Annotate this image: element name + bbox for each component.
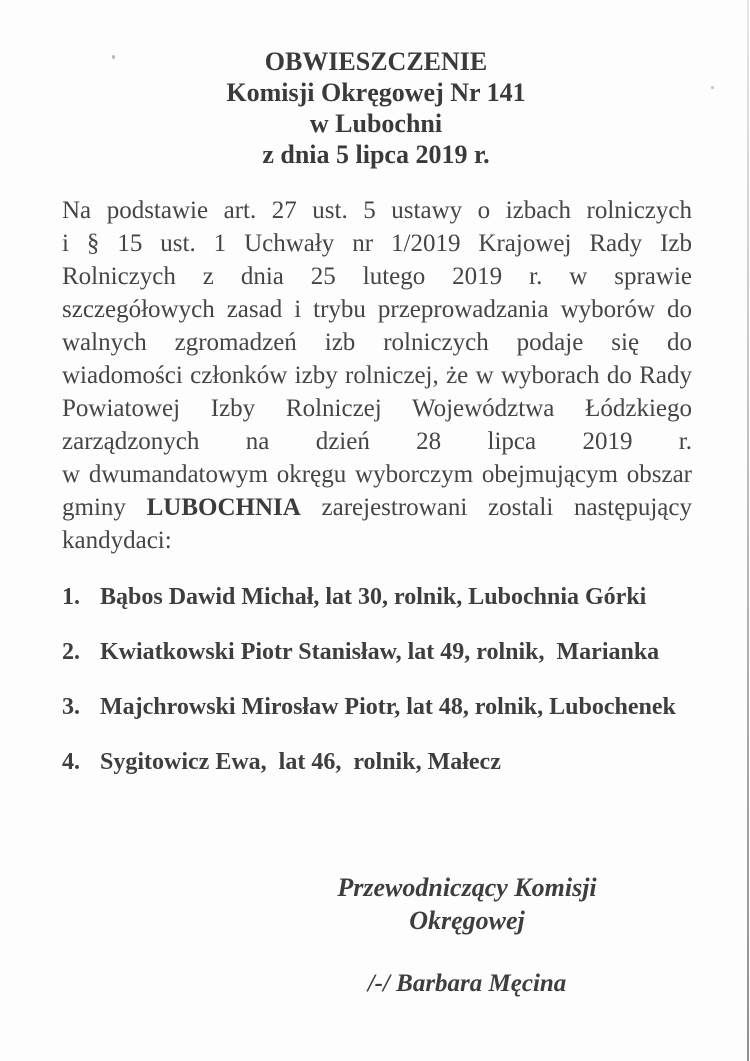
candidate-number: 3. <box>62 694 80 720</box>
candidate-number: 2. <box>62 639 80 665</box>
candidate-item <box>62 581 710 614</box>
candidate-item <box>62 636 710 669</box>
paragraph-line: walnych zgromadzeń izb rolniczych podaje się do <box>62 329 692 356</box>
title-line-commission: Komisji Okręgowej Nr 141 <box>226 78 526 107</box>
candidates-list <box>62 581 710 779</box>
candidate-item <box>62 746 710 779</box>
candidate-text: Bąbos Dawid Michał, lat 30, rolnik, Lubochnia Górki <box>100 584 647 610</box>
signature-block <box>281 871 653 1000</box>
candidate-item <box>62 691 710 724</box>
candidate-text: Sygitowicz Ewa, lat 46, rolnik, Małecz <box>100 749 501 775</box>
paragraph-line: Na podstawie art. 27 ust. 5 ustawy o izbach rolniczych <box>62 197 692 224</box>
paragraph-line: i § 15 ust. 1 Uchwały nr 1/2019 Krajowej Rady Izb <box>62 230 692 257</box>
signature-name: /-/ Barbara Męcina <box>367 970 567 997</box>
scan-edge-artifact <box>747 0 749 1061</box>
gmina-line-prefix: gminy <box>62 494 147 521</box>
candidate-text: Majchrowski Mirosław Piotr, lat 48, rolnik, Lubochenek <box>100 694 676 720</box>
paragraph-line: Rolniczych z dnia 25 lutego 2019 r. w sprawie <box>62 263 692 290</box>
signature-role: Przewodniczący Komisji Okręgowej <box>337 873 597 935</box>
scan-speck <box>711 86 714 89</box>
candidate-number: 4. <box>62 749 80 775</box>
gmina-name-emphasis: LUBOCHNIA <box>146 494 301 521</box>
title-line-announcement: OBWIESZCZENIE <box>264 47 488 76</box>
candidate-text: Kwiatkowski Piotr Stanisław, lat 49, rolnik, Marianka <box>100 639 660 665</box>
scan-speck <box>112 55 115 59</box>
title-line-date: z dnia 5 lipca 2019 r. <box>262 140 490 169</box>
document-title-block <box>62 46 690 170</box>
paragraph-line: wiadomości członków izby rolniczej, że w wyborach do Rady <box>62 362 692 389</box>
intro-paragraph <box>62 194 692 557</box>
paragraph-line: szczegółowych zasad i trybu przeprowadzania wyborów do <box>62 296 692 323</box>
gmina-line-suffix: zarejestrowani zostali następujący <box>300 494 692 521</box>
paragraph-line-gmina <box>62 491 692 524</box>
paragraph-line: zarządzonych na dzień 28 lipca 2019 r. <box>62 428 692 455</box>
paragraph-line: Powiatowej Izby Rolniczej Województwa Łódzkiego <box>62 395 692 422</box>
paragraph-closing: kandydaci: <box>62 527 172 554</box>
paragraph-line: w dwumandatowym okręgu wyborczym obejmującym obszar <box>62 461 692 488</box>
candidate-number: 1. <box>62 584 80 610</box>
title-line-place: w Lubochni <box>309 109 443 138</box>
